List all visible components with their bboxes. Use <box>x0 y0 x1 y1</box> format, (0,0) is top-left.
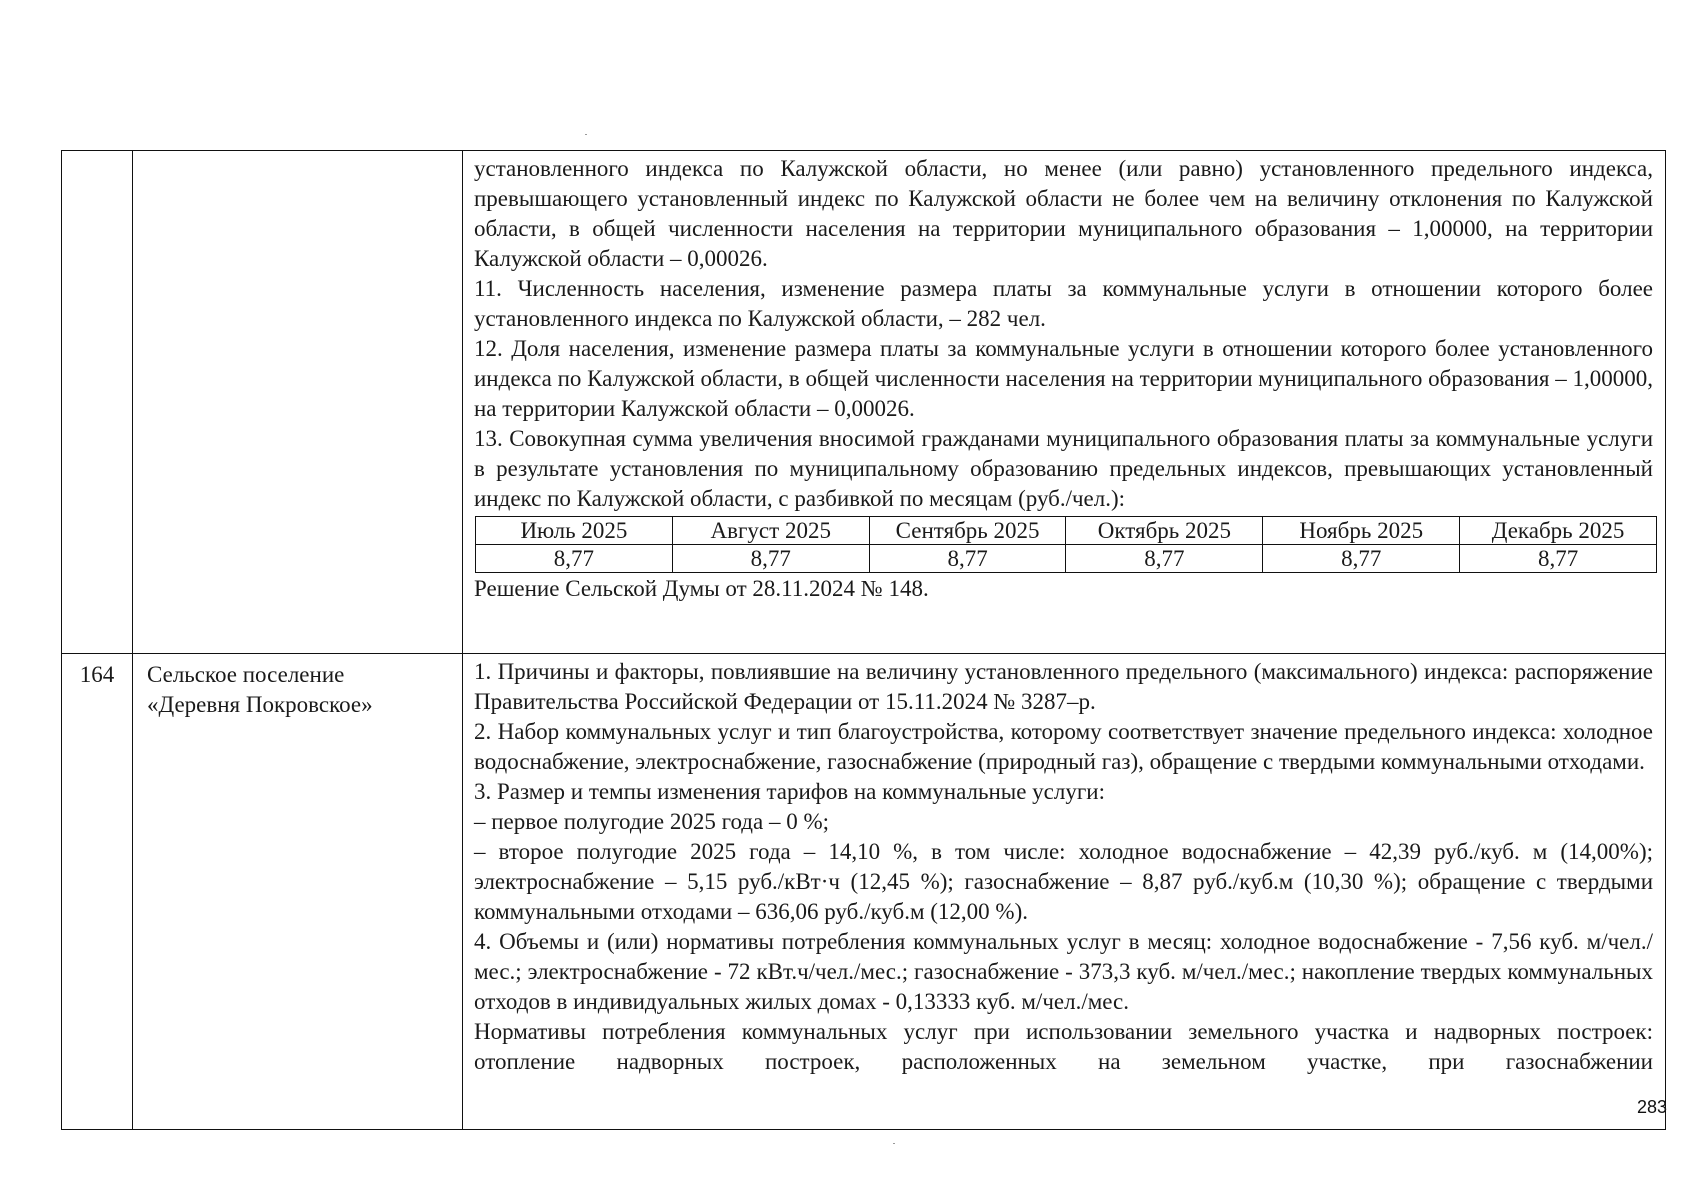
month-header: Август 2025 <box>672 517 869 545</box>
monthly-amounts-table <box>475 516 1657 573</box>
month-header: Октябрь 2025 <box>1066 517 1263 545</box>
months-values-row <box>476 545 1657 573</box>
paragraph-4: 4. Объемы и (или) нормативы потребления коммунальных услуг в месяц: холодное водоснабжение - 7,56 куб. м/чел./мес.; электроснабжение - 72 кВт.ч/чел./мес.; газоснабжение - 373,3 куб. м/чел./мес.; накопление твердых коммунальных отходов в индивидуальных жилых домах - 0,13333 куб. м/чел./мес. <box>474 929 1653 1014</box>
decision-line: Решение Сельской Думы от 28.11.2024 № 148. <box>474 576 929 601</box>
row-content-cell <box>463 654 1666 1130</box>
month-header: Ноябрь 2025 <box>1263 517 1460 545</box>
month-header: Июль 2025 <box>476 517 673 545</box>
table-row-164 <box>62 654 1666 1130</box>
municipality-name-line: «Деревня Покровское» <box>147 692 373 717</box>
paragraph-13: 13. Совокупная сумма увеличения вносимой гражданами муниципального образования платы за коммунальные услуги в результате установления по муниципальному образованию предельных индексов, превышающих установленный индекс по Калужской области, с разбивкой по месяцам (руб./чел.): <box>474 426 1653 511</box>
month-value: 8,77 <box>1460 545 1657 573</box>
paragraph-3-second-half: – второе полугодие 2025 года – 14,10 %, в том числе: холодное водоснабжение – 42,39 руб./куб. м (14,00%); электроснабжение – 5,15 руб./кВт·ч (12,45 %); газоснабжение – 8,87 руб./куб.м (10,30 %); обращение с твердыми коммунальными отходами – 636,06 руб./куб.м (12,00 %). <box>474 839 1653 924</box>
paragraph-2: 2. Набор коммунальных услуг и тип благоустройства, которому соответствует значение предельного индекса: холодное водоснабжение, электроснабжение, газоснабжение (природный газ), обращение с твердыми коммунальными отходами. <box>474 719 1653 774</box>
month-value: 8,77 <box>1066 545 1263 573</box>
scan-speck <box>585 134 587 135</box>
paragraph-norms: Нормативы потребления коммунальных услуг при использовании земельного участка и надворных построек: отопление надворных построек, расположенных на земельном участке, при газоснабжении <box>474 1019 1653 1074</box>
paragraph-12: 12. Доля населения, изменение размера платы за коммунальные услуги в отношении которого более установленного индекса по Калужской области, в общей численности населения на территории муниципального образования – 1,00000, на территории Калужской области – 0,00026. <box>474 336 1653 421</box>
month-value: 8,77 <box>869 545 1066 573</box>
paragraph-3-first-half: – первое полугодие 2025 года – 0 %; <box>474 809 830 834</box>
month-header: Декабрь 2025 <box>1460 517 1657 545</box>
paragraph-continued: установленного индекса по Калужской области, но менее (или равно) установленного предельного индекса, превышающего установленный индекс по Калужской области не более чем на величину отклонения по Калужской области, в общей численности населения на территории муниципального образования – 1,00000, на территории Калужской области – 0,00026. <box>474 156 1653 271</box>
table-row-continued <box>62 151 1666 654</box>
month-value: 8,77 <box>672 545 869 573</box>
row-content-cell <box>463 151 1666 654</box>
municipality-name-line: Сельское поселение <box>147 662 345 687</box>
month-value: 8,77 <box>476 545 673 573</box>
paragraph-1: 1. Причины и факторы, повлиявшие на величину установленного предельного (максимального) индекса: распоряжение Правительства Российской Федерации от 15.11.2024 № 3287–р. <box>474 659 1653 714</box>
row-number-cell <box>62 151 133 654</box>
municipality-cell <box>133 654 463 1130</box>
indices-table <box>61 150 1666 1130</box>
month-header: Сентябрь 2025 <box>869 517 1066 545</box>
scan-speck <box>893 1143 895 1144</box>
months-header-row <box>476 517 1657 545</box>
municipality-cell <box>133 151 463 654</box>
row-number-cell: 164 <box>62 654 133 1130</box>
month-value: 8,77 <box>1263 545 1460 573</box>
page-number: 283 <box>1636 1097 1667 1117</box>
paragraph-11: 11. Численность населения, изменение размера платы за коммунальные услуги в отношении которого более установленного индекса по Калужской области, – 282 чел. <box>474 276 1653 331</box>
paragraph-3: 3. Размер и темпы изменения тарифов на коммунальные услуги: <box>474 779 1105 804</box>
